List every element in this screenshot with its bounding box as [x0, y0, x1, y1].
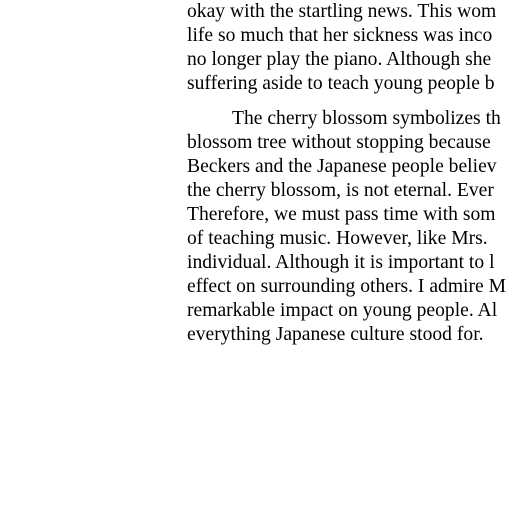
text-line: the cherry blossom, is not eternal. Ever: [187, 180, 494, 201]
text-line: no longer play the piano. Although she: [187, 49, 492, 70]
text-line: The cherry blossom symbolizes th: [232, 108, 501, 129]
text-line: everything Japanese culture stood for.: [187, 324, 484, 345]
text-line: suffering aside to teach young people b: [187, 73, 495, 94]
text-line: individual. Although it is important to l: [187, 252, 495, 273]
text-line: okay with the startling news. This wom: [187, 1, 497, 22]
text-column: [187, 0, 512, 347]
text-line: blossom tree without stopping because: [187, 132, 491, 153]
text-line: effect on surrounding others. I admire M: [187, 276, 507, 297]
text-line: Therefore, we must pass time with som: [187, 204, 496, 225]
text-line: of teaching music. However, like Mrs.: [187, 228, 488, 249]
text-line: Beckers and the Japanese people believ: [187, 156, 497, 177]
paragraph-2: [187, 107, 512, 347]
text-line: life so much that her sickness was inco: [187, 25, 493, 46]
text-line: remarkable impact on young people. Al: [187, 300, 498, 321]
paragraph-1: [187, 0, 512, 96]
